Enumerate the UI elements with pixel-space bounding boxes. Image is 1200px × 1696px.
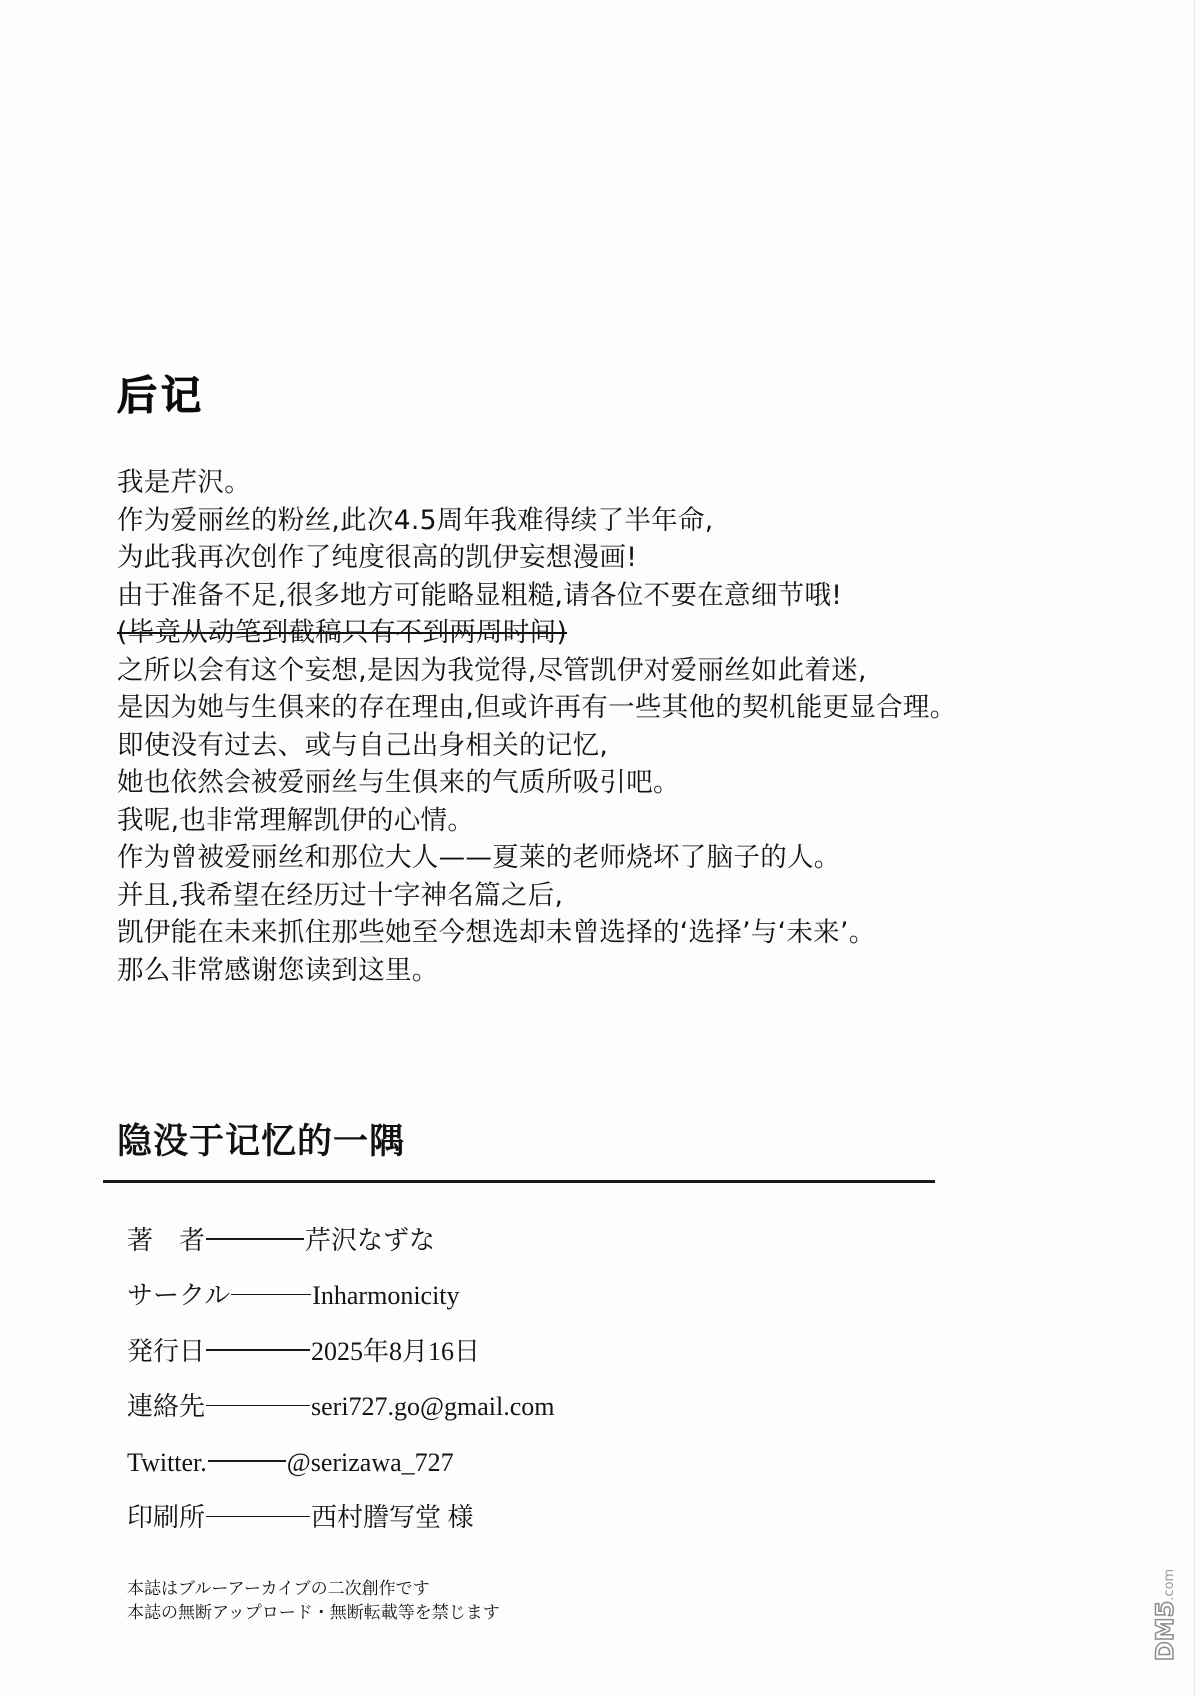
credit-dash [206, 1405, 310, 1407]
credit-row-publish-date [127, 1324, 943, 1380]
notice-line: 本誌はブルーアーカイブの二次創作です [127, 1579, 430, 1598]
notice-line: 本誌の無断アップロード・無断転載等を禁じます [127, 1603, 500, 1622]
afterword-section [117, 372, 1117, 989]
afterword-line: 凯伊能在未来抓住那些她至今想选却未曾选择的‘选择’与‘未来’。 [117, 917, 876, 948]
afterword-line: 为此我再次创作了纯度很高的凯伊妄想漫画! [117, 542, 638, 573]
watermark-logo-icon [1151, 1569, 1179, 1661]
credit-dash [206, 1238, 304, 1240]
afterword-line: 并且,我希望在经历过十字神名篇之后, [117, 879, 564, 911]
watermark-brand: DM5 [1151, 1600, 1179, 1662]
colophon-section [103, 1120, 943, 1546]
afterword-line: 由于准备不足,很多地方可能略显粗糙,请各位不要在意细节哦! [117, 579, 843, 611]
credit-row-printer [127, 1490, 943, 1546]
afterword-line: 之所以会有这个妄想,是因为我觉得,尽管凯伊对爱丽丝如此着迷, [117, 654, 867, 686]
credit-value: 西村謄写堂 様 [311, 1503, 474, 1532]
credit-value: 2025年8月16日 [311, 1336, 481, 1366]
afterword-title: 后记 [117, 372, 205, 419]
afterword-line: 作为曾被爱丽丝和那位大人——夏莱的老师烧坏了脑子的人。 [117, 842, 841, 873]
page-edge-line [1194, 0, 1195, 1696]
credit-row-circle [127, 1268, 943, 1324]
credit-value: 芹沢なずな [305, 1225, 436, 1255]
credit-label: 印刷所 [127, 1503, 206, 1532]
credit-dash [208, 1460, 286, 1462]
credit-label: Twitter. [127, 1447, 207, 1477]
watermark-suffix: .com [1162, 1568, 1177, 1601]
afterword-line: 我是芹沢。 [117, 467, 251, 498]
afterword-body [117, 464, 1117, 989]
credit-label: 著 者 [127, 1225, 206, 1255]
credit-row-contact [127, 1379, 943, 1435]
book-title: 隐没于记忆的一隅 [117, 1121, 406, 1162]
copyright-notice [127, 1577, 500, 1625]
afterword-line: 是因为她与生俱来的存在理由,但或许再有一些其他的契机能更显合理。 [117, 692, 957, 723]
twitter-handle: @serizawa_727 [286, 1447, 454, 1477]
credit-dash [206, 1349, 310, 1351]
credit-row-twitter [127, 1435, 943, 1491]
credit-dash [206, 1516, 310, 1518]
afterword-line-struck: (毕竟从动笔到截稿只有不到两周时间) [117, 617, 568, 648]
credit-label: サークル [127, 1281, 231, 1310]
site-watermark [1145, 1540, 1185, 1690]
credit-row-author [127, 1213, 943, 1269]
credits-list [103, 1213, 943, 1546]
credit-label: 連絡先 [127, 1392, 206, 1421]
credit-value: Inharmonicity [312, 1281, 460, 1310]
title-divider [103, 1180, 935, 1183]
afterword-line: 我呢,也非常理解凯伊的心情。 [117, 804, 475, 836]
contact-email: seri727.go@gmail.com [311, 1392, 555, 1421]
afterword-line: 那么非常感谢您读到这里。 [117, 954, 439, 986]
afterword-line: 作为爱丽丝的粉丝,此次4.5周年我难得续了半年命, [117, 504, 714, 536]
credit-dash [231, 1294, 311, 1296]
afterword-line: 她也依然会被爱丽丝与生俱来的气质所吸引吧。 [117, 767, 680, 798]
afterword-line: 即使没有过去、或与自己出身相关的记忆, [117, 729, 609, 761]
credit-label: 発行日 [127, 1336, 206, 1366]
